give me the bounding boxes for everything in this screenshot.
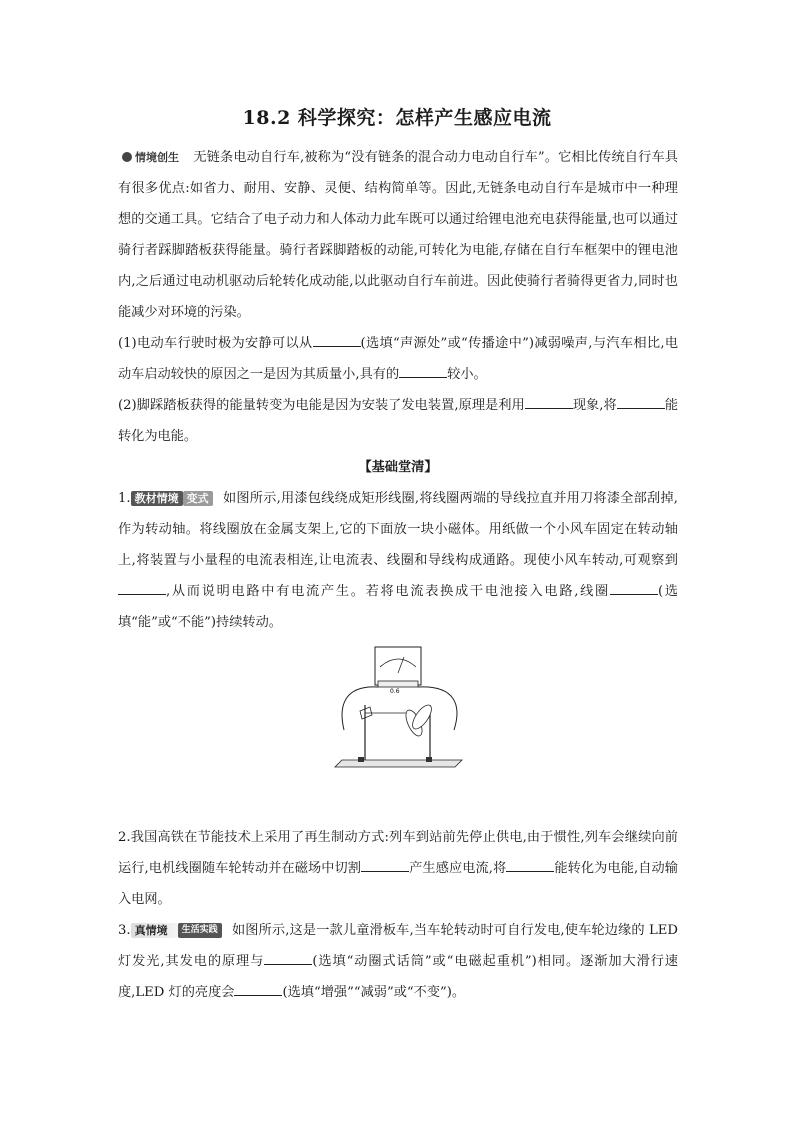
page-title: 18.2 科学探究：怎样产生感应电流 bbox=[242, 107, 552, 129]
textbook-badge: 教材情境 bbox=[131, 491, 183, 506]
question-2: 2.我国高铁在节能技术上采用了再生制动方式:列车到站前先停止供电,由于惯性,列车会继续向前运行,电机线圈随车轮转动并在磁场中切割 产生感应电流,将 能转化为电能,自动输入电网。 bbox=[118, 830, 678, 907]
answer-blank[interactable] bbox=[525, 396, 573, 409]
answer-blank[interactable] bbox=[610, 582, 658, 595]
intro-paragraph bbox=[118, 142, 678, 328]
base-board bbox=[335, 760, 462, 767]
intro-question-1: (1)电动车行驶时极为安静可以从 (选填“声源处”或“传播途中”)减弱噪声,与汽车相比,电动车启动较快的原因之一是因为其质量小,具有的 较小。 bbox=[118, 336, 679, 382]
wire-left bbox=[342, 687, 378, 730]
section-heading: 【基础堂清】 bbox=[358, 460, 438, 475]
answer-blank[interactable] bbox=[234, 983, 282, 996]
intro-question-2: (2)脚踩踏板获得的能量转变为电能是因为安装了发电装置,原理是利用 现象,将 能转化为电能。 bbox=[118, 398, 678, 444]
terminal bbox=[358, 757, 364, 762]
terminal bbox=[426, 757, 432, 762]
life-practice-badge: 生活实践 bbox=[178, 923, 222, 938]
content bbox=[118, 142, 678, 1008]
ammeter-body bbox=[375, 647, 421, 685]
question-3: 3. 真情境 生活实践 如图所示,这是一款儿童滑板车,当车轮转动时可自行发电,使车轮边缘的 LED 灯发光,其发电的原理与 (选填“动圈式话筒”或“电磁起重机”)相同。逐渐加大滑行速度,LED 灯的亮度会 (选填“增强”“减弱”或“不变”)。 bbox=[118, 923, 678, 1000]
lightbulb-icon bbox=[122, 152, 132, 162]
answer-blank[interactable] bbox=[313, 334, 361, 347]
answer-blank[interactable] bbox=[399, 365, 447, 378]
answer-blank[interactable] bbox=[264, 952, 312, 965]
answer-blank[interactable] bbox=[506, 859, 554, 872]
intro-badge: 情境创生 bbox=[118, 150, 183, 165]
question-1: 1. 教材情境 变式 如图所示,用漆包线绕成矩形线圈,将线圈两端的导线拉直并用刀将漆全部刮掉,作为转动轴。将线圈放在金属支架上,它的下面放一块小磁体。用纸做一个小风车固定在转动轴上,将装置与小量程的电流表相连,让电流表、线圈和导线构成通路。现使小风车转动,可观察到,从而说明电路中有电流产生。若将电流表换成干电池接入电路,线圈 (选填“能”或“不能”)持续转动。 bbox=[118, 491, 678, 630]
ammeter-base bbox=[378, 681, 418, 687]
answer-blank[interactable] bbox=[617, 396, 665, 409]
ammeter-label: 0.6 bbox=[390, 688, 400, 695]
intro-text: 无链条电动自行车,被称为“没有链条的混合动力电动自行车”。它相比传统自行车具有很多优点:如省力、耐用、安静、灵便、结构简单等。因此,无链条电动自行车是城市中一种理想的交通工具。它结合了电子动力和人体动力此车既可以通过给锂电池充电获得能量,也可以通过骑行者踩脚踏板获得能量。骑行者踩脚踏板的动能,可转化为电能,存储在自行车框架中的锂电池内,之后通过电动机驱动后轮转化成动能,以此驱动自行车前进。因此使骑行者骑得更省力,同时也能减少对环境的污染。 bbox=[118, 150, 678, 320]
variant-badge: 变式 bbox=[183, 491, 213, 506]
generator-apparatus-figure bbox=[330, 645, 465, 775]
answer-blank[interactable] bbox=[361, 859, 409, 872]
answer-blank[interactable] bbox=[118, 582, 166, 595]
real-scenario-badge: 真情境 bbox=[131, 923, 178, 938]
